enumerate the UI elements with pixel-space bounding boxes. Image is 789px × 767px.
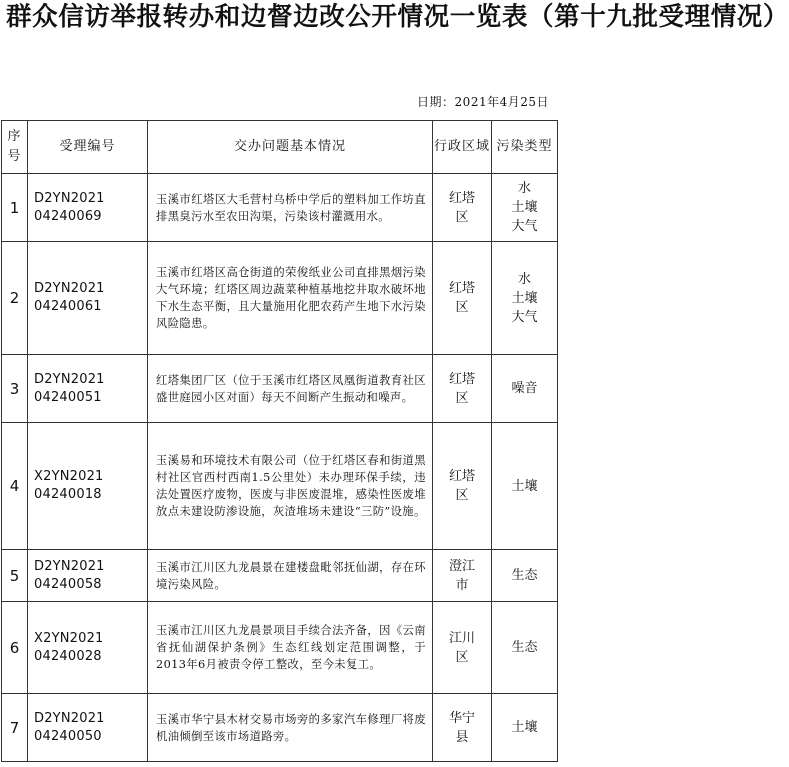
header-type: 污染类型 [492,121,558,174]
row-area: 江川区 [433,602,492,694]
pollution-type-item: 生态 [511,640,538,655]
row-area: 红塔区 [433,423,492,550]
pollution-type-item: 大气 [511,219,538,234]
table-row [2,694,558,762]
row-pollution-type [492,423,558,550]
header-seq: 序号 [2,121,28,174]
row-desc: 玉溪市华宁县木材交易市场旁的多家汽车修理厂将废机油倾倒至该市场道路旁。 [148,694,433,762]
table-row [2,423,558,550]
row-code: D2YN2021 04240051 [28,355,148,423]
row-desc: 红塔集团厂区（位于玉溪市红塔区凤凰街道教育社区盛世庭园小区对面）每天不间断产生振动和噪声。 [148,355,433,423]
pollution-type-item: 水 [517,181,531,196]
row-desc: 玉溪市江川区九龙晨景在建楼盘毗邻抚仙湖，存在环境污染风险。 [148,550,433,602]
row-area: 红塔区 [433,242,492,355]
row-seq: 2 [2,242,28,355]
row-area: 澄江市 [433,550,492,602]
row-pollution-type [492,242,558,355]
row-desc: 玉溪市红塔区高仓街道的荣俊纸业公司直排黑烟污染大气环境；红塔区周边蔬菜种植基地挖井取水破坏地下水生态平衡，且大量施用化肥农药产生地下水污染风险隐患。 [148,242,433,355]
row-pollution-type [492,550,558,602]
row-area: 红塔区 [433,355,492,423]
row-desc: 玉溪市红塔区大毛营村乌桥中学后的塑料加工作坊直排黑臭污水至农田沟渠，污染该村灌溉用水。 [148,174,433,242]
pollution-type-item: 噪音 [511,381,538,396]
header-row [2,121,558,174]
row-seq: 1 [2,174,28,242]
pollution-type-item: 水 [517,271,531,287]
row-code: D2YN2021 04240050 [28,694,148,762]
table-row [2,550,558,602]
pollution-type-item: 生态 [511,568,538,583]
pollution-type-item: 土壤 [511,200,538,215]
row-desc: 玉溪市江川区九龙晨景项目手续合法齐备，因《云南省抚仙湖保护条例》生态红线划定范围调整，于2013年6月被责令停工整改，至今未复工。 [148,602,433,694]
row-desc: 玉溪易和环境技术有限公司（位于红塔区春和街道黑村社区官西村西南1.5公里处）未办理环保手续，违法处置医疗废物，医废与非医废混堆，感染性医废堆放点未建设防渗设施，灰渣堆场未建设“三防”设施。 [148,423,433,550]
header-desc: 交办问题基本情况 [148,121,433,174]
row-area: 红塔区 [433,174,492,242]
row-code: X2YN2021 04240018 [28,423,148,550]
row-pollution-type [492,355,558,423]
date-label: 日期：2021年4月25日 [417,95,549,109]
row-seq: 7 [2,694,28,762]
row-pollution-type [492,174,558,242]
row-seq: 6 [2,602,28,694]
page-title: 群众信访举报转办和边督边改公开情况一览表（第十九批受理情况） [6,2,789,32]
pollution-type-item: 土壤 [511,290,538,306]
row-code: X2YN2021 04240028 [28,602,148,694]
row-seq: 4 [2,423,28,550]
row-code: D2YN2021 04240069 [28,174,148,242]
row-code: D2YN2021 04240058 [28,550,148,602]
row-seq: 5 [2,550,28,602]
row-code: D2YN2021 04240061 [28,242,148,355]
row-pollution-type [492,602,558,694]
pollution-type-item: 大气 [511,309,538,325]
table-row [2,602,558,694]
table-row [2,242,558,355]
pollution-type-item: 土壤 [511,478,538,494]
header-area: 行政区域 [433,121,492,174]
table-row [2,355,558,423]
table-row [2,174,558,242]
pollution-type-item: 土壤 [511,720,538,735]
row-area: 华宁县 [433,694,492,762]
header-code: 受理编号 [28,121,148,174]
row-seq: 3 [2,355,28,423]
row-pollution-type [492,694,558,762]
complaint-table [1,120,558,762]
